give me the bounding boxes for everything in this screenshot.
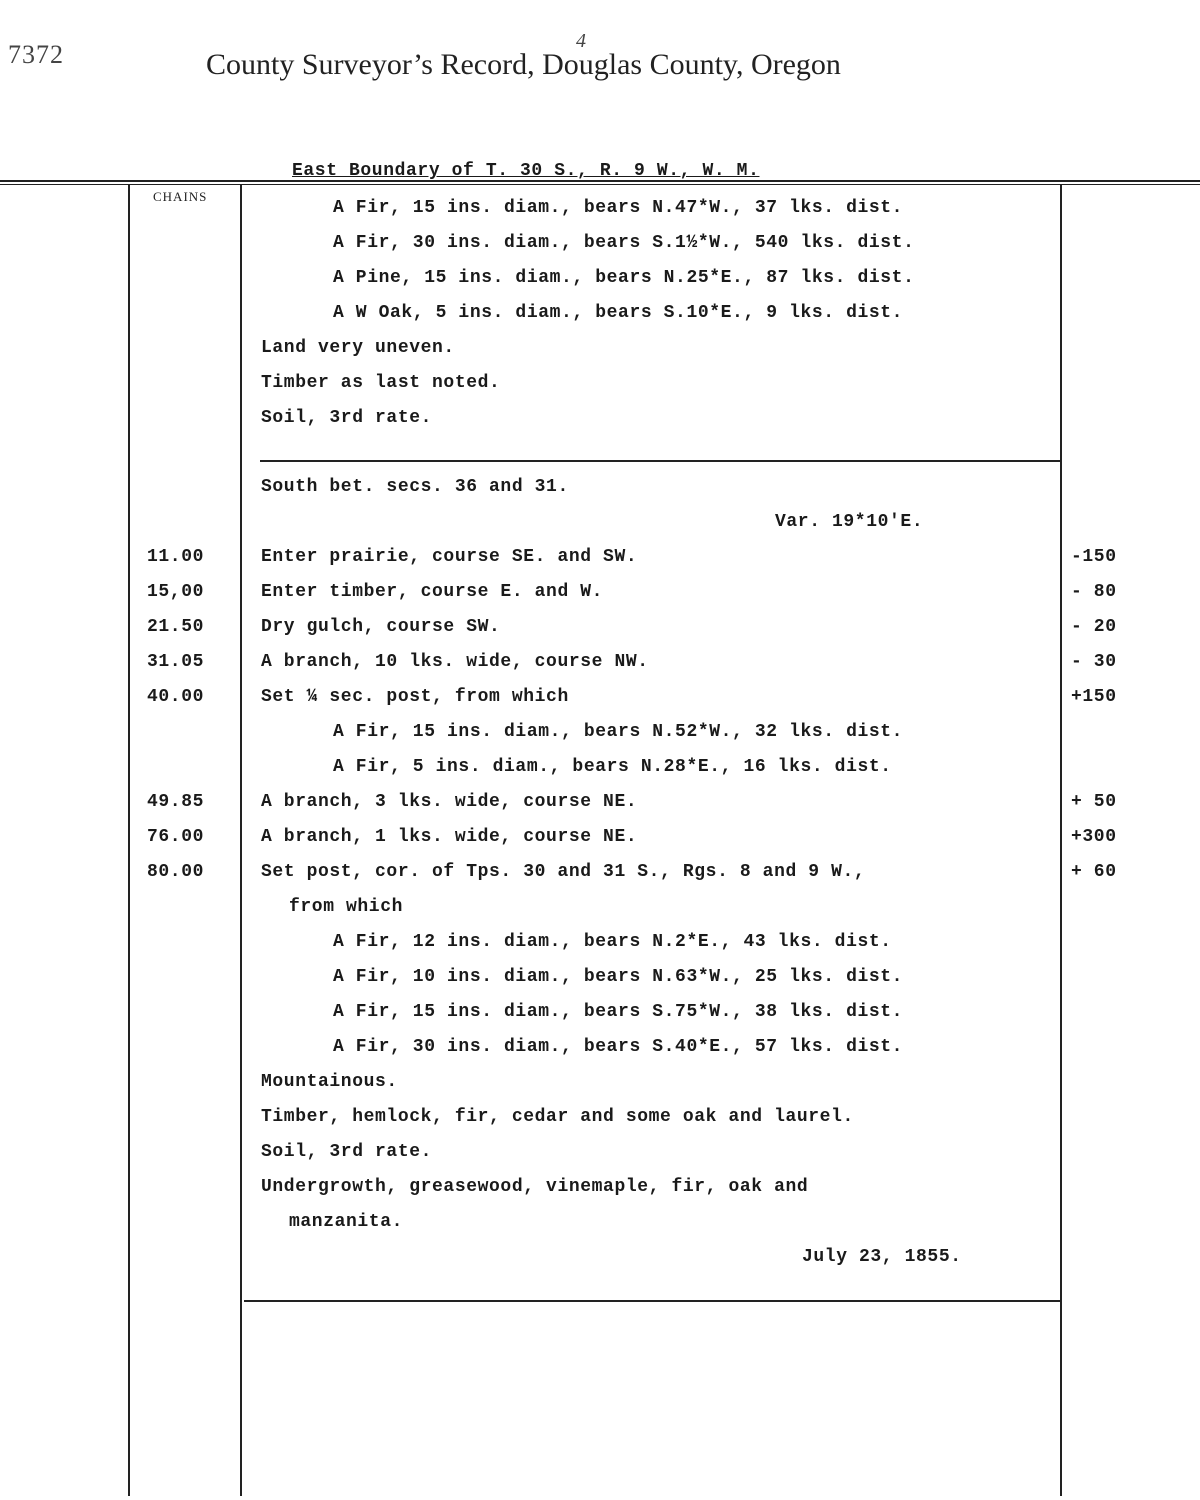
document-number: 7372 (8, 40, 64, 69)
record-text: manzanita. (289, 1212, 404, 1232)
record-text: A Pine, 15 ins. diam., bears N.25*E., 87 lks. dist. (333, 268, 915, 288)
record-text: A Fir, 10 ins. diam., bears N.63*W., 25 lks. dist. (333, 967, 904, 987)
chain-distance: 49.85 (147, 792, 205, 812)
elevation-column-rule (1060, 184, 1062, 1496)
record-text: Var. 19*10'E. (775, 512, 924, 532)
chain-distance: 76.00 (147, 827, 205, 847)
elevation-change: - 30 (1071, 652, 1117, 672)
record-text: Dry gulch, course SW. (261, 617, 501, 637)
record-text: A Fir, 30 ins. diam., bears S.40*E., 57 lks. dist. (333, 1037, 904, 1057)
record-text: July 23, 1855. (802, 1247, 962, 1267)
record-text: Land very uneven. (261, 338, 455, 358)
page-header: County Surveyor’s Record, Douglas County, Oregon (206, 48, 841, 81)
record-text: Timber, hemlock, fir, cedar and some oak and laurel. (261, 1107, 854, 1127)
elevation-change: + 60 (1071, 862, 1117, 882)
elevation-change: - 80 (1071, 582, 1117, 602)
chain-distance: 11.00 (147, 547, 205, 567)
record-text: Timber as last noted. (261, 373, 501, 393)
record-text: A W Oak, 5 ins. diam., bears S.10*E., 9 lks. dist. (333, 303, 904, 323)
record-text: A branch, 3 lks. wide, course NE. (261, 792, 638, 812)
chain-distance: 15,00 (147, 582, 205, 602)
elevation-change: -150 (1071, 547, 1117, 567)
record-text: A Fir, 30 ins. diam., bears S.1½*W., 540 lks. dist. (333, 233, 915, 253)
elevation-change: +150 (1071, 687, 1117, 707)
chain-distance: 40.00 (147, 687, 205, 707)
chain-distance: 80.00 (147, 862, 205, 882)
elevation-change: +300 (1071, 827, 1117, 847)
record-text: A Fir, 15 ins. diam., bears N.52*W., 32 lks. dist. (333, 722, 904, 742)
record-text: A Fir, 5 ins. diam., bears N.28*E., 16 lks. dist. (333, 757, 892, 777)
record-text: A branch, 10 lks. wide, course NW. (261, 652, 649, 672)
record-text: A Fir, 12 ins. diam., bears N.2*E., 43 lks. dist. (333, 932, 892, 952)
elevation-change: + 50 (1071, 792, 1117, 812)
record-text: Enter timber, course E. and W. (261, 582, 604, 602)
record-text: A Fir, 15 ins. diam., bears S.75*W., 38 lks. dist. (333, 1002, 904, 1022)
top-rule-second (0, 184, 1200, 185)
section-separator (260, 460, 1060, 462)
elevation-change: - 20 (1071, 617, 1117, 637)
record-text: Enter prairie, course SE. and SW. (261, 547, 638, 567)
record-text: Set post, cor. of Tps. 30 and 31 S., Rgs. 8 and 9 W., (261, 862, 866, 882)
record-text: Mountainous. (261, 1072, 398, 1092)
chain-distance: 21.50 (147, 617, 205, 637)
record-text: A branch, 1 lks. wide, course NE. (261, 827, 638, 847)
section-title: East Boundary of T. 30 S., R. 9 W., W. M. (292, 161, 760, 181)
record-text: from which (289, 897, 404, 917)
record-text: Soil, 3rd rate. (261, 408, 433, 428)
record-text: Soil, 3rd rate. (261, 1142, 433, 1162)
chains-column-rule (240, 184, 242, 1496)
section-separator-end (244, 1300, 1060, 1302)
chain-distance: 31.05 (147, 652, 205, 672)
chains-column-header: CHAINS (153, 189, 208, 204)
left-column-rule (128, 184, 130, 1496)
record-text: South bet. secs. 36 and 31. (261, 477, 569, 497)
record-text: A Fir, 15 ins. diam., bears N.47*W., 37 lks. dist. (333, 198, 904, 218)
page-number: 4 (576, 30, 586, 52)
record-text: Set ¼ sec. post, from which (261, 687, 569, 707)
record-text: Undergrowth, greasewood, vinemaple, fir, oak and (261, 1177, 809, 1197)
